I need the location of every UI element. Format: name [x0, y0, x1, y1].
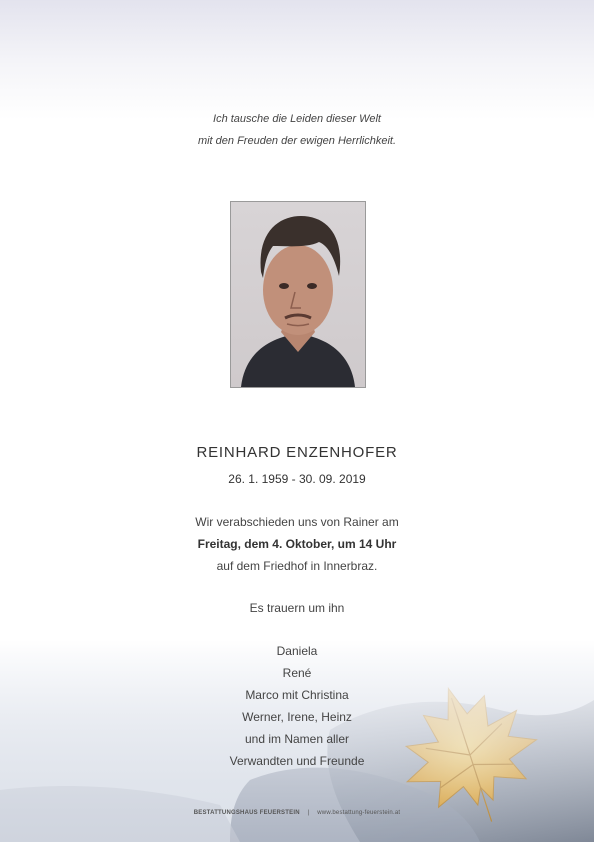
funeral-home-website[interactable]: www.bestattung-feuerstein.at: [317, 810, 401, 816]
motto-line-1: Ich tausche die Leiden dieser Welt: [213, 113, 381, 125]
mourner-item: René: [282, 666, 312, 680]
mourner-item: Werner, Irene, Heinz: [242, 710, 352, 724]
mourner-item: Verwandten und Freunde: [229, 754, 365, 768]
mourner-item: Daniela: [276, 644, 318, 658]
motto-line-2: mit den Freuden der ewigen Herrlichkeit.: [197, 135, 397, 147]
mourning-intro: Es trauern um ihn: [249, 601, 345, 615]
farewell-date-time: Freitag, dem 4. Oktober, um 14 Uhr: [197, 537, 397, 551]
farewell-location: auf dem Friedhof in Innerbraz.: [216, 559, 378, 573]
footer: [0, 810, 594, 816]
motto: [0, 108, 594, 152]
funeral-home-name: BESTATTUNGSHAUS FEUERSTEIN: [193, 810, 300, 816]
mourner-item: Marco mit Christina: [245, 688, 349, 702]
footer-separator: |: [307, 810, 310, 816]
life-dates: 26. 1. 1959 - 30. 09. 2019: [228, 472, 366, 486]
farewell-line-1: Wir verabschieden uns von Rainer am: [195, 515, 399, 529]
portrait-image: [231, 202, 365, 387]
portrait-photo: [230, 201, 366, 388]
deceased-name: REINHARD ENZENHOFER: [196, 444, 398, 461]
farewell-notice: [0, 511, 594, 577]
mourners-list: [0, 640, 594, 772]
mourner-item: und im Namen aller: [244, 732, 350, 746]
